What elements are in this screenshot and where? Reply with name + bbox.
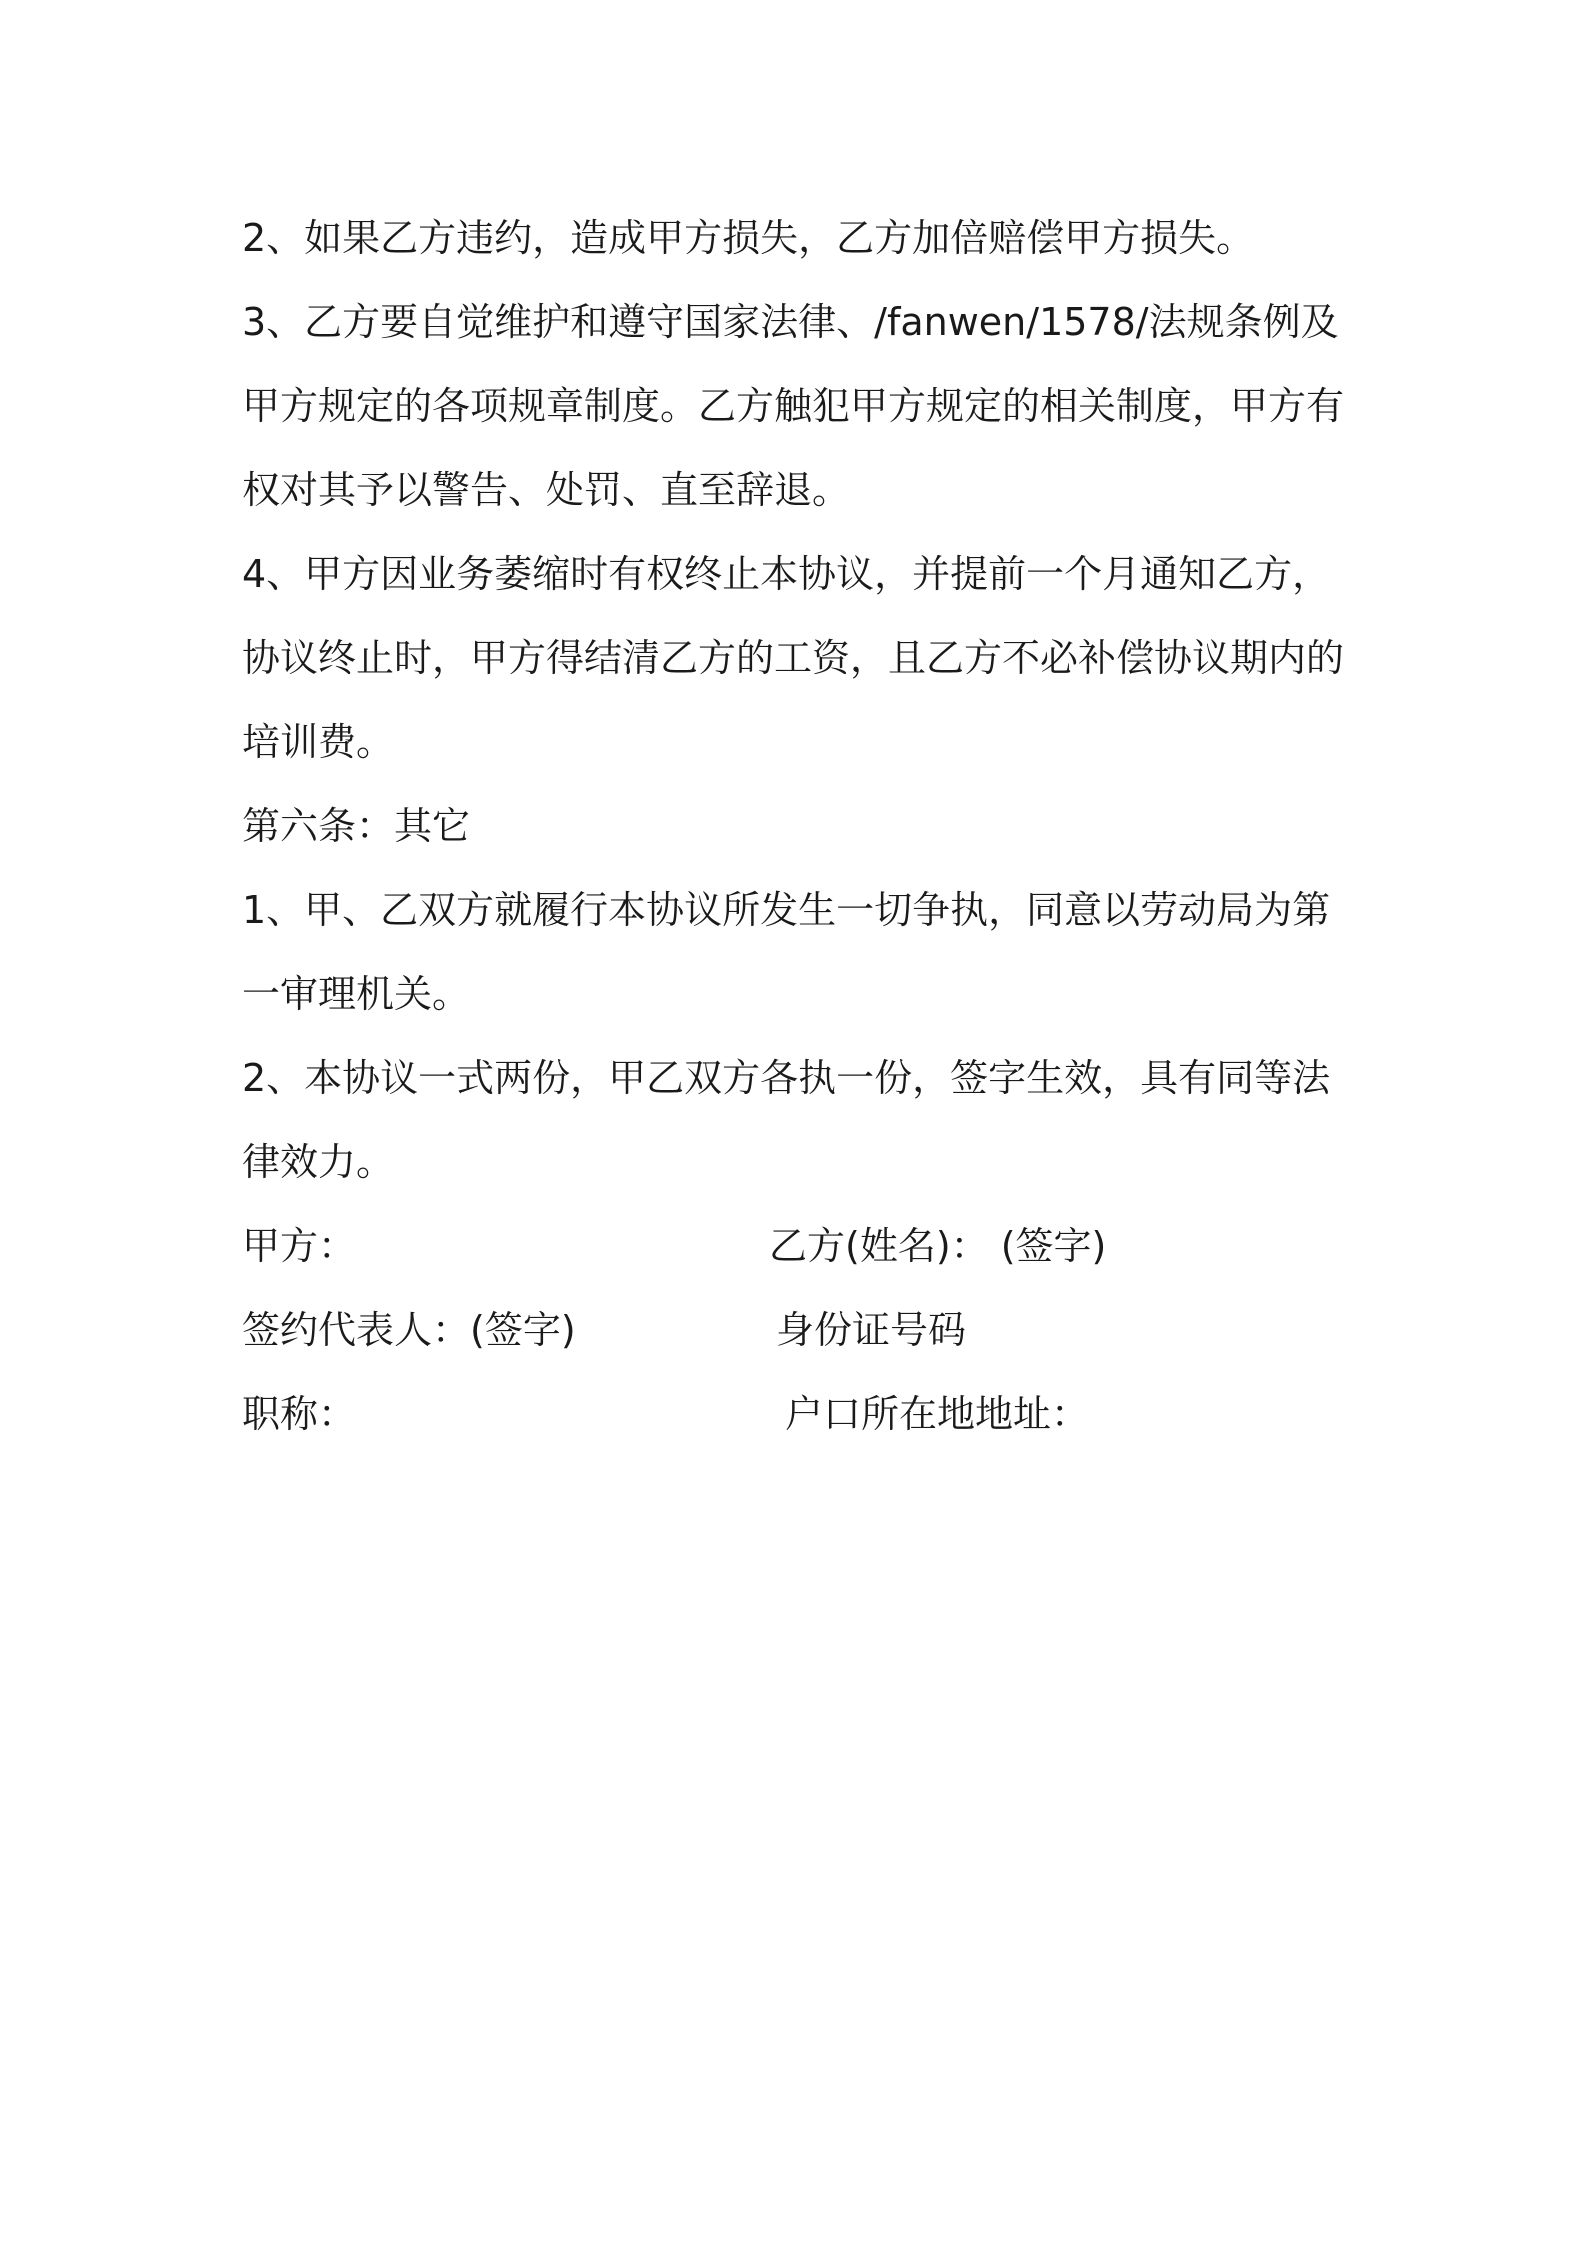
document-body bbox=[242, 196, 1362, 1456]
signature-row-1 bbox=[242, 1204, 1362, 1288]
id-number-label: 身份证号码 bbox=[776, 1308, 967, 1352]
clause-2-compensation: 2、如果乙方违约，造成甲方损失，乙方加倍赔偿甲方损失。 bbox=[242, 216, 1255, 260]
address-label: 户口所在地地址： bbox=[785, 1392, 1090, 1436]
title-label: 职称： bbox=[242, 1392, 357, 1436]
clause-3-regulations: 3、乙方要自觉维护和遵守国家法律、/fanwen/1578/法规条例及甲方规定的各项规章制度。乙方触犯甲方规定的相关制度，甲方有权对其予以警告、处罚、直至辞退。 bbox=[242, 300, 1345, 512]
party-b-name-label: 乙方(姓名)： (签字) bbox=[769, 1224, 1107, 1268]
signature-row-3 bbox=[242, 1372, 1362, 1456]
article-6-clause-1: 1、甲、乙双方就履行本协议所发生一切争执，同意以劳动局为第一审理机关。 bbox=[242, 888, 1331, 1016]
article-6-clause-2: 2、本协议一式两份，甲乙双方各执一份，签字生效，具有同等法律效力。 bbox=[242, 1056, 1331, 1184]
signature-row-2 bbox=[242, 1288, 1362, 1372]
representative-label: 签约代表人：(签字) bbox=[242, 1308, 576, 1352]
party-a-label: 甲方： bbox=[242, 1224, 357, 1268]
clause-4-termination: 4、甲方因业务萎缩时有权终止本协议，并提前一个月通知乙方，协议终止时，甲方得结清乙方的工资，且乙方不必补偿协议期内的培训费。 bbox=[242, 552, 1345, 764]
article-6-heading: 第六条：其它 bbox=[242, 804, 471, 848]
